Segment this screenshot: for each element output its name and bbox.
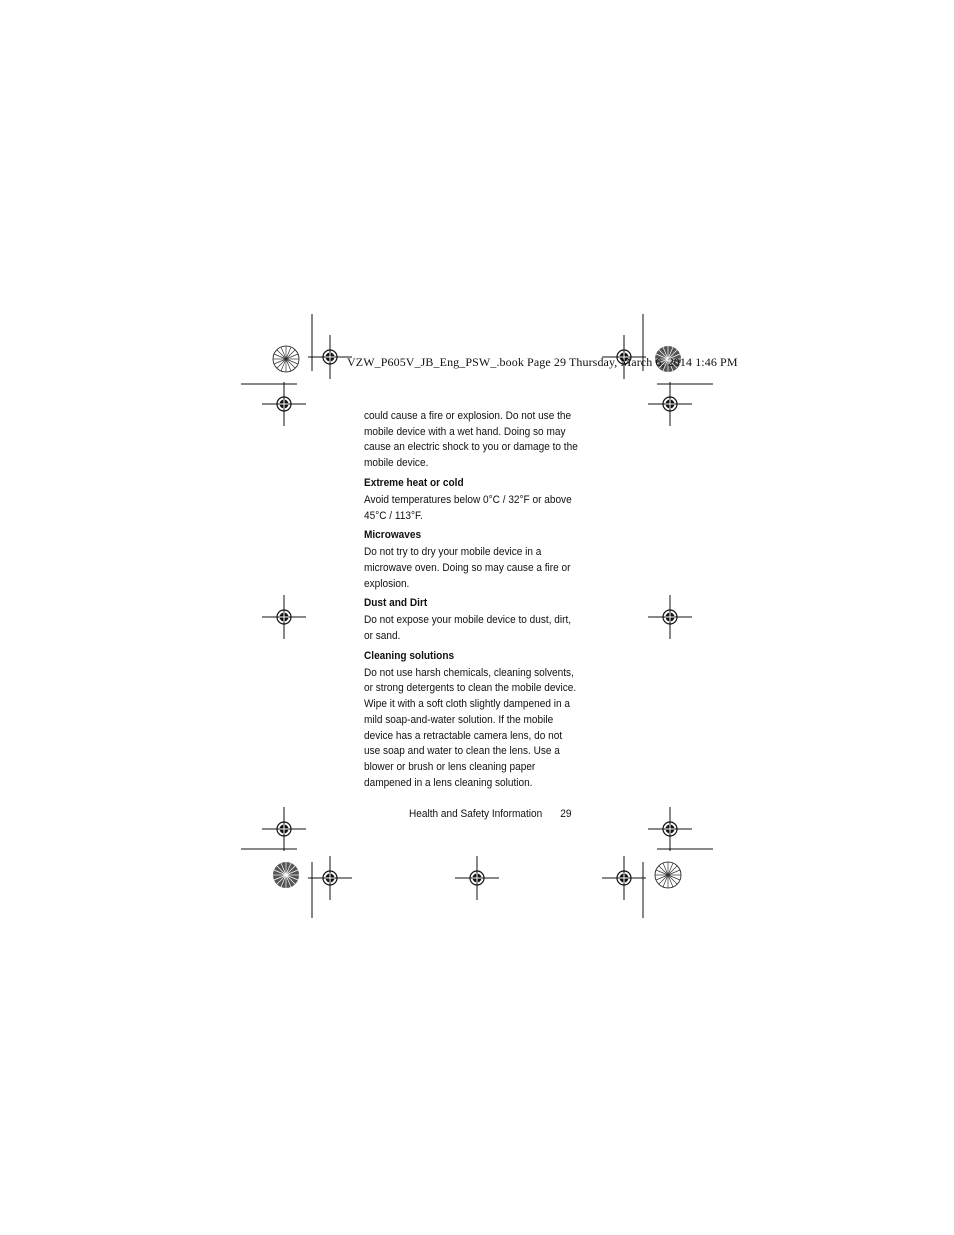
registration-target-icon [262, 382, 306, 426]
color-rosette-icon [655, 862, 681, 888]
registration-target-icon [455, 856, 499, 900]
section-text: Do not try to dry your mobile device in a microwave oven. Doing so may cause a fire or explosion. [364, 546, 571, 590]
registration-target-icon [602, 856, 646, 900]
intro-paragraph: could cause a fire or explosion. Do not use the mobile device with a wet hand. Doing so may cause an electric shock to you or damage to the mobile device. [364, 410, 578, 470]
registration-target-icon [262, 807, 306, 851]
section-heading: Dust and Dirt [364, 597, 428, 610]
section-text: Do not expose your mobile device to dust, dirt, or sand. [364, 614, 572, 643]
page-footer [409, 808, 571, 820]
slug-line: VZW_P605V_JB_Eng_PSW_.book Page 29 Thursday, March 6, 2014 1:46 PM [347, 355, 738, 369]
section-text: Avoid temperatures below 0°C / 32°F or above 45°C / 113°F. [364, 493, 572, 522]
registration-target-icon [648, 595, 692, 639]
footer-section-title: Health and Safety Information [409, 808, 543, 820]
registration-target-icon [262, 595, 306, 639]
color-rosette-icon [273, 862, 299, 888]
registration-target-icon [648, 807, 692, 851]
section-text: Do not use harsh chemicals, cleaning solvents, or strong detergents to clean the mobile device. Wipe it with a soft cloth slightly dampened in a mild soap-and-water solution. If the mobile device has a retractable camera lens, do not use soap and water to clean the lens. Use a blower or brush or lens cleaning paper dampened in a lens cleaning solution. [364, 666, 577, 789]
registration-target-icon [308, 335, 352, 379]
page-number: 29 [560, 808, 572, 820]
section-heading: Extreme heat or cold [364, 476, 464, 489]
registration-target-icon [308, 856, 352, 900]
color-rosette-icon [273, 346, 299, 372]
section-heading: Cleaning solutions [364, 649, 455, 662]
registration-target-icon [648, 382, 692, 426]
section-heading: Microwaves [364, 529, 422, 542]
page-body [364, 409, 580, 791]
